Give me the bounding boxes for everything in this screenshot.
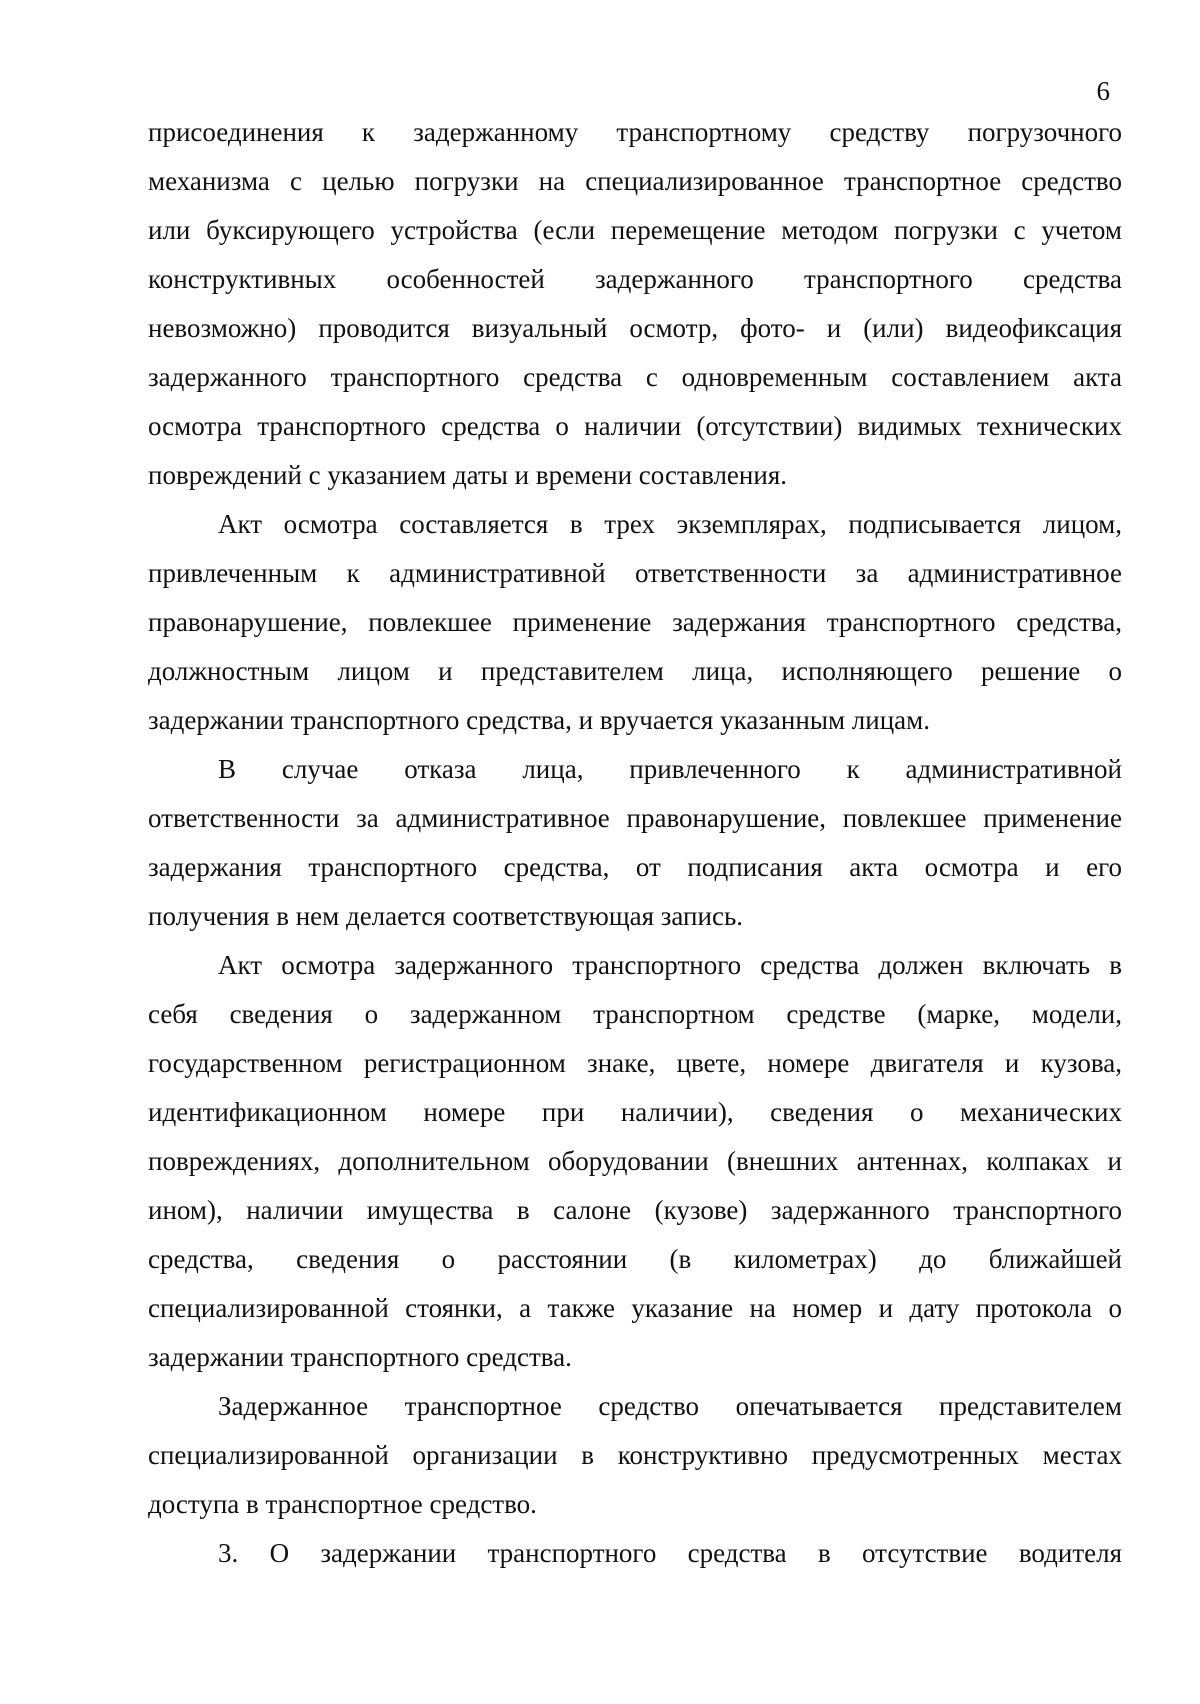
text-line: привлеченным к административной ответственности за административное bbox=[148, 558, 1122, 588]
text-line: задержании транспортного средства. bbox=[148, 1342, 572, 1372]
text-line: повреждениях, дополнительном оборудовании (внешних антеннах, колпаках и bbox=[148, 1146, 1122, 1176]
text-line: осмотра транспортного средства о наличии (отсутствии) видимых технических bbox=[148, 411, 1122, 441]
paragraph bbox=[148, 108, 1122, 500]
text-line: специализированной организации в конструктивно предусмотренных местах bbox=[148, 1440, 1122, 1470]
text-line: Акт осмотра составляется в трех экземплярах, подписывается лицом, bbox=[218, 509, 1122, 539]
text-line: должностным лицом и представителем лица, исполняющего решение о bbox=[148, 656, 1122, 686]
text-line: механизма с целью погрузки на специализированное транспортное средство bbox=[148, 166, 1122, 196]
text-line: получения в нем делается соответствующая запись. bbox=[148, 901, 744, 931]
text-line: повреждений с указанием даты и времени составления. bbox=[148, 460, 787, 490]
text-line: В случае отказа лица, привлеченного к административной bbox=[218, 754, 1122, 784]
text-line: себя сведения о задержанном транспортном средстве (марке, модели, bbox=[148, 999, 1122, 1029]
text-line: конструктивных особенностей задержанного транспортного средства bbox=[148, 264, 1122, 294]
text-line: специализированной стоянки, а также указание на номер и дату протокола о bbox=[148, 1293, 1122, 1323]
text-line: средства, сведения о расстоянии (в километрах) до ближайшей bbox=[148, 1244, 1122, 1274]
paragraph bbox=[148, 941, 1122, 1382]
text-line: задержанного транспортного средства с одновременным составлением акта bbox=[148, 362, 1122, 392]
text-line: идентификационном номере при наличии), сведения о механических bbox=[148, 1097, 1122, 1127]
text-line: 3. О задержании транспортного средства в отсутствие водителя bbox=[218, 1538, 1122, 1568]
text-line: ответственности за административное правонарушение, повлекшее применение bbox=[148, 803, 1122, 833]
page-number: 6 bbox=[1096, 76, 1110, 106]
text-line: правонарушение, повлекшее применение задержания транспортного средства, bbox=[148, 607, 1122, 637]
text-line: доступа в транспортное средство. bbox=[148, 1489, 537, 1519]
document-body bbox=[148, 108, 1122, 1578]
paragraph bbox=[148, 1382, 1122, 1529]
paragraph bbox=[148, 500, 1122, 745]
text-line: задержании транспортного средства, и вручается указанным лицам. bbox=[148, 705, 930, 735]
text-line: присоединения к задержанному транспортному средству погрузочного bbox=[148, 117, 1122, 147]
text-line: Акт осмотра задержанного транспортного средства должен включать в bbox=[218, 950, 1122, 980]
text-line: Задержанное транспортное средство опечатывается представителем bbox=[218, 1391, 1122, 1421]
text-line: невозможно) проводится визуальный осмотр, фото- и (или) видеофиксация bbox=[148, 313, 1122, 343]
text-line: государственном регистрационном знаке, цвете, номере двигателя и кузова, bbox=[148, 1048, 1122, 1078]
paragraph bbox=[148, 1529, 1122, 1578]
text-line: задержания транспортного средства, от подписания акта осмотра и его bbox=[148, 852, 1122, 882]
text-line: ином), наличии имущества в салоне (кузове) задержанного транспортного bbox=[148, 1195, 1122, 1225]
text-line: или буксирующего устройства (если перемещение методом погрузки с учетом bbox=[148, 215, 1122, 245]
paragraph bbox=[148, 745, 1122, 941]
